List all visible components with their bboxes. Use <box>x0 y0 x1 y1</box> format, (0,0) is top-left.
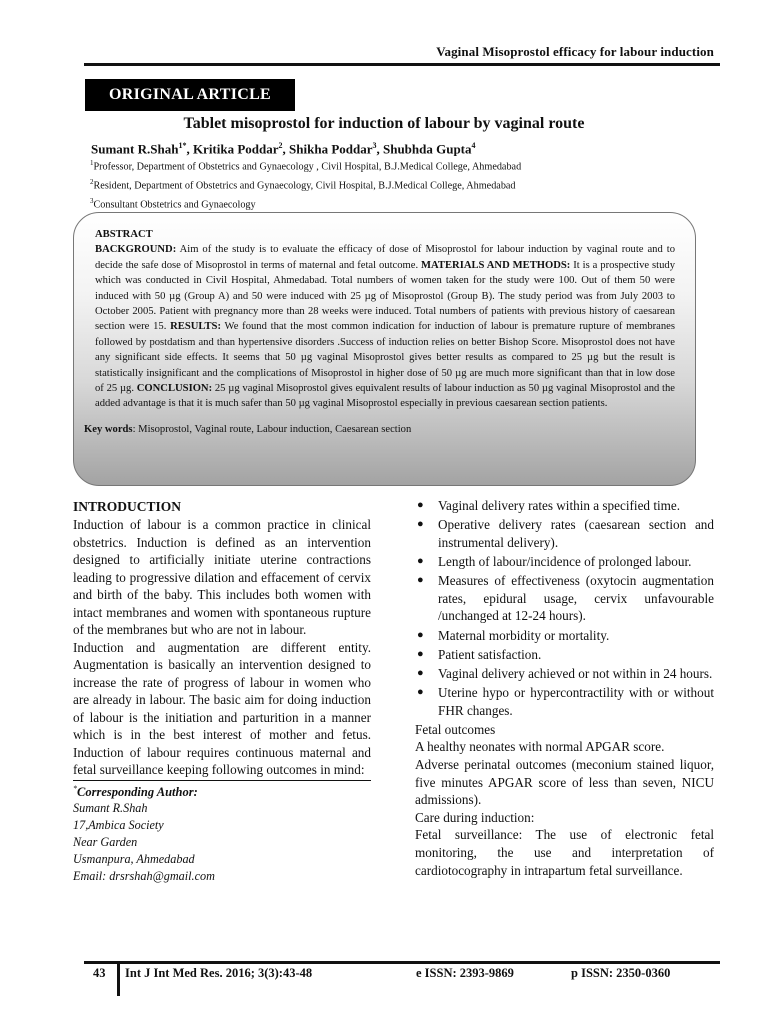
footer-divider <box>117 964 120 996</box>
author-sup: 4 <box>471 141 476 150</box>
running-title: Vaginal Misoprostol efficacy for labour induction <box>436 44 714 59</box>
results-label: RESULTS: <box>170 321 221 333</box>
abstract-body <box>95 242 675 411</box>
bullet-icon: ● <box>417 574 424 587</box>
author-sep: , <box>282 141 290 157</box>
list-item-text: Patient satisfaction. <box>438 646 542 662</box>
footer-rule <box>84 961 720 964</box>
corresponding-title-text: Corresponding Author: <box>77 784 198 799</box>
corresponding-line: Sumant R.Shah <box>73 801 148 816</box>
author-name: Shikha Poddar <box>289 141 373 157</box>
bullet-icon: ● <box>417 686 424 699</box>
right-column <box>415 497 714 879</box>
conclusion-text: 25 µg vaginal Misoprostol gives equivalent results of labour induction as 50 µg vaginal Misoprostol and the added advantage is that it is much safer than 50 µg vaginal Misoprostol especially in previous caesarean section patients. <box>95 383 675 410</box>
list-item-text: Vaginal delivery achieved or not within in 24 hours. <box>438 665 713 681</box>
p-issn: p ISSN: 2350-0360 <box>571 966 671 980</box>
author-sup: 3 <box>372 141 377 150</box>
list-item <box>415 497 714 515</box>
corresponding-email: Email: drsrshah@gmail.com <box>73 868 215 883</box>
article-type-label: ORIGINAL ARTICLE <box>85 79 295 111</box>
bullet-icon: ● <box>417 647 424 660</box>
keywords-text: : Misoprostol, Vaginal route, Labour induction, Caesarean section <box>132 423 412 435</box>
body-text: A healthy neonates with normal APGAR score. <box>415 739 665 755</box>
bullet-icon: ● <box>417 666 424 679</box>
corresponding-line: 17,Ambica Society <box>73 818 164 833</box>
abstract-box <box>73 212 696 486</box>
outcome-list <box>415 497 714 719</box>
list-item <box>415 646 714 664</box>
list-item-text: Operative delivery rates (caesarean section and instrumental delivery). <box>438 517 714 550</box>
affiliation <box>90 156 521 175</box>
corresponding-title <box>73 781 371 801</box>
conclusion-label: CONCLUSION: <box>136 383 213 395</box>
affiliation-sup: 3 <box>90 196 94 205</box>
corresponding-line: Usmanpura, Ahmedabad <box>73 851 195 866</box>
author-name: Kritika Poddar <box>192 141 279 157</box>
list-item <box>415 665 714 683</box>
list-item-text: Length of labour/incidence of prolonged labour. <box>438 553 692 569</box>
background-label: BACKGROUND: <box>95 244 177 256</box>
background-text: Aim of the study is to evaluate the efficacy of dose of Misoprostol for labour induction by vaginal route and to decide the safe dose of Misoprostol in terms of maternal and fetal outcome. <box>95 244 675 271</box>
introduction-heading: INTRODUCTION <box>73 499 182 514</box>
bullet-icon: ● <box>417 499 424 511</box>
bullet-icon: ● <box>417 518 424 531</box>
results-text: We found that the most common indication for induction of labour is premature rupture of membranes followed by postdatism and than hypertensive disorders .Success of induction relies on better Bishop Score. Misoprostol does not have any significant side effects. It seems that 50 µg vaginal Misoprostol gives better results as compared to 25 µg but the result is statistically insignificant and the complications of Misoprostol in higher dose of 50 µg are much more significant than that in low dose of 25 µg. <box>95 321 675 395</box>
author-sep: , <box>376 141 383 157</box>
list-item <box>415 684 714 719</box>
article-title: Tablet misoprostol for induction of labour by vaginal route <box>183 115 585 132</box>
list-item <box>415 553 714 571</box>
e-issn: e ISSN: 2393-9869 <box>416 966 514 980</box>
corresponding-line: Near Garden <box>73 835 138 850</box>
bullet-icon: ● <box>417 628 424 641</box>
keywords-label: Key words <box>84 423 133 435</box>
introduction-paragraph: Induction and augmentation are different entity. Augmentation is basically an intervention designed to increase the rate of progress of labour in women who are already in labour. The basic aim for doing induction of labour is the initiation and parturition in a manner which is in the best interest of mother and fetus. Induction of labour requires continuous maternal and fetal surveillance keeping following outcomes in mind: <box>73 639 371 777</box>
body-text: Fetal surveillance: The use of electronic fetal monitoring, the use and interpretation of cardiotocography in intrapartum fetal surveillance. <box>415 827 714 878</box>
abstract-heading: ABSTRACT <box>95 229 153 240</box>
body-text: Fetal outcomes <box>415 721 496 737</box>
methods-label: MATERIALS AND METHODS: <box>421 259 571 271</box>
author-list <box>91 141 476 157</box>
list-item <box>415 516 714 551</box>
introduction-paragraph: Induction of labour is a common practice in clinical obstetrics. Induction is defined as an intervention designed to artificially initiate uterine contractions leading to progressive dilation and effacement of cervix and birth of the baby. This includes both women with intact membranes and women with spontaneous rupture of the membranes but who are not in labour. <box>73 517 371 637</box>
list-item-text: Maternal morbidity or mortality. <box>438 627 610 643</box>
author-sup: 2 <box>278 141 283 150</box>
author-sep: , <box>186 141 193 157</box>
author-name: Sumant R.Shah <box>91 141 179 157</box>
journal-citation: Int J Int Med Res. 2016; 3(3):43-48 <box>125 966 313 980</box>
bullet-icon: ● <box>417 554 424 567</box>
body-text: Adverse perinatal outcomes (meconium stained liquor, five minutes APGAR score of less than seven, NICU admissions). <box>415 757 714 808</box>
corresponding-author <box>73 781 371 885</box>
author-sup: 1* <box>178 141 187 150</box>
affiliation-text: Consultant Obstetrics and Gynaecology <box>93 199 256 211</box>
affiliation-sup: 2 <box>90 177 94 186</box>
keywords <box>84 422 675 437</box>
affiliation-text: Professor, Department of Obstetrics and Gynaecology , Civil Hospital, B.J.Medical College, Ahmedabad <box>93 161 522 173</box>
body-text: Care during induction: <box>415 809 535 825</box>
list-item <box>415 572 714 625</box>
left-column <box>73 498 371 884</box>
header-rule <box>84 63 720 66</box>
affiliation <box>90 175 521 194</box>
affiliation <box>90 194 521 213</box>
corresponding-marker: * <box>73 783 77 793</box>
methods-text: It is a prospective study which was conducted in Civil Hospital, Ahmedabad. Total numbers of women taken for the study were 100. Out of them 50 were induced with 50 µg (Group A) and 50 were induced with 25 µg of Misoprostol (Group B). The study period was from July 2003 to October 2005. Patient with pregnancy more than 28 weeks were induced. Total numbers of patients with previous history of caesarean section were 15. <box>95 259 675 333</box>
list-item-text: Measures of effectiveness (oxytocin augmentation rates, epidural usage, cervix unfavourable /unchanged at 12-24 hours). <box>438 573 714 624</box>
list-item <box>415 627 714 645</box>
list-item-text: Vaginal delivery rates within a specified time. <box>438 498 681 513</box>
list-item-text: Uterine hypo or hypercontractility with or without FHR changes. <box>438 685 714 718</box>
affiliation-text: Resident, Department of Obstetrics and Gynaecology, Civil Hospital, B.J.Medical College, Ahmedabad <box>93 180 516 192</box>
affiliation-sup: 1 <box>90 159 94 167</box>
page-number: 43 <box>93 966 106 980</box>
author-name: Shubhda Gupta <box>382 141 472 157</box>
